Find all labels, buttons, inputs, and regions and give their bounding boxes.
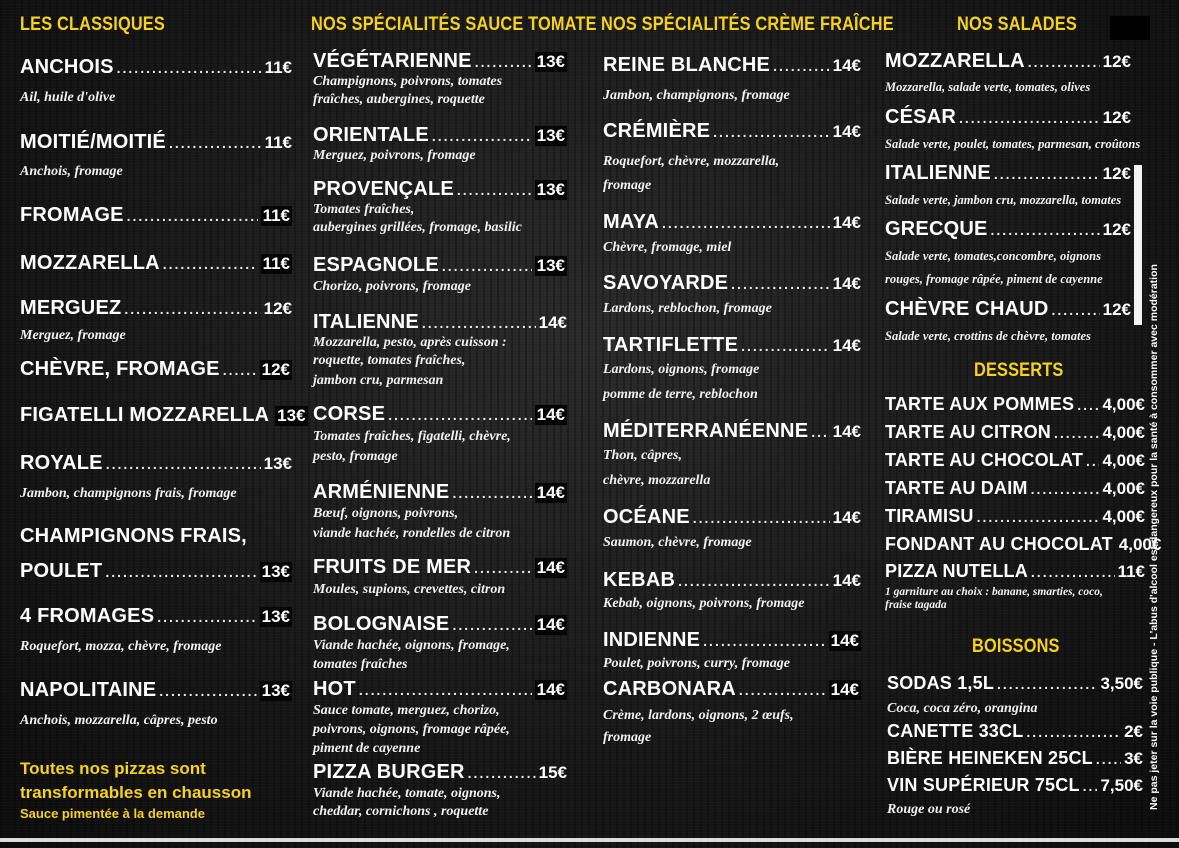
item-name: MÉDITERRANÉENNE	[603, 420, 809, 442]
menu-item	[603, 629, 861, 652]
dot-leader	[169, 135, 262, 151]
section-title-classiques: LES CLASSIQUES	[20, 14, 165, 35]
dot-leader	[474, 560, 531, 576]
item-price: 13€	[536, 256, 565, 275]
item-description: Chèvre, fromage, miel	[603, 240, 732, 255]
menu-item	[313, 254, 567, 277]
dot-leader	[1028, 54, 1100, 70]
dot-leader	[117, 60, 262, 76]
dot-leader	[432, 128, 532, 144]
menu-item	[20, 605, 292, 628]
menu-item	[313, 311, 567, 334]
item-name: CANETTE 33CL	[887, 721, 1024, 741]
item-name: ARMÉNIENNE	[313, 481, 450, 503]
dot-leader	[773, 58, 830, 74]
item-name: TARTE AUX POMMES	[885, 394, 1075, 414]
dot-leader	[1031, 481, 1100, 497]
menu-item	[20, 56, 292, 79]
item-description: Merguez, fromage	[20, 328, 126, 343]
item-price: 12€	[1102, 108, 1131, 127]
menu-item	[313, 556, 567, 579]
item-description: Bœuf, oignons, poivrons,	[313, 506, 459, 521]
menu-item	[20, 404, 306, 427]
item-price: 13€	[261, 681, 290, 700]
item-price: 4,00€	[1102, 395, 1145, 414]
dot-leader	[457, 182, 532, 198]
item-description: chèvre, mozzarella	[603, 473, 711, 488]
item-description: Thon, câpres,	[603, 448, 682, 463]
sauce-note: Sauce pimentée à la demande	[20, 806, 205, 821]
item-price: 12€	[1102, 52, 1131, 71]
item-description: Viande hachée, oignons, fromage,	[313, 638, 510, 653]
dot-leader	[468, 765, 536, 781]
item-price: 14€	[536, 405, 565, 424]
item-name: FRUITS DE MER	[313, 556, 472, 578]
section-title-salades: NOS SALADES	[957, 14, 1077, 35]
item-description: Chorizo, poivrons, fromage	[313, 279, 471, 294]
item-name: ITALIENNE	[313, 311, 419, 333]
menu-item	[20, 452, 292, 475]
edge-strip	[1134, 165, 1142, 325]
dot-leader	[106, 456, 261, 472]
item-description: Ail, huile d'olive	[20, 90, 116, 105]
menu-item	[20, 131, 292, 154]
item-description: Lardons, oignons, fromage	[603, 362, 760, 377]
item-price: 4,00€	[1102, 423, 1145, 442]
item-price: 11€	[262, 206, 290, 225]
dot-leader	[1026, 724, 1121, 740]
item-description: Mozzarella, salade verte, tomates, olives	[885, 80, 1091, 94]
dot-leader	[475, 54, 532, 70]
legal-notice: Ne pas jeter sur la voie publique - L'abus d'alcool est dangereux pour la santé à consommer avec modération	[1148, 264, 1160, 810]
dot-leader	[388, 407, 532, 423]
item-price: 14€	[832, 56, 861, 75]
dot-leader	[811, 424, 829, 440]
item-name: REINE BLANCHE	[603, 54, 771, 76]
chausson-note-line2: transformables en chausson	[20, 783, 252, 802]
menu-item	[20, 204, 292, 227]
item-description: Roquefort, chèvre, mozzarella,	[603, 154, 780, 169]
item-name: ITALIENNE	[885, 162, 991, 184]
bottom-divider	[0, 838, 1179, 842]
item-description: Jambon, champignons frais, fromage	[20, 486, 237, 501]
dot-leader	[977, 509, 1100, 525]
menu-item	[313, 403, 567, 426]
menu-item	[20, 297, 292, 320]
item-description: Rouge ou rosé	[887, 802, 971, 817]
item-price: 13€	[536, 180, 565, 199]
item-description: Tomates fraîches, figatelli, chèvre,	[313, 429, 511, 444]
dot-leader	[422, 315, 536, 331]
item-description: fraise tagada	[885, 599, 947, 611]
dot-leader	[997, 676, 1097, 692]
item-name: ANCHOIS	[20, 56, 114, 78]
item-name: CORSE	[313, 403, 386, 425]
item-price: 14€	[830, 680, 859, 699]
item-name: ROYALE	[20, 452, 103, 474]
menu-item	[20, 679, 292, 702]
item-description: Tomates fraîches,	[313, 202, 415, 217]
section-title-boissons: BOISSONS	[972, 636, 1060, 657]
menu-item	[603, 678, 861, 701]
dot-leader	[1031, 564, 1115, 580]
item-name: GRECQUE	[885, 218, 988, 240]
item-name: MOZZARELLA	[885, 50, 1025, 72]
dot-leader	[991, 222, 1100, 238]
redaction-block	[1110, 16, 1150, 40]
item-name: CRÉMIÈRE	[603, 120, 711, 142]
item-description: tomates fraîches	[313, 657, 408, 672]
item-name: CHAMPIGNONS FRAIS,	[20, 525, 247, 547]
item-price: 4,00€	[1118, 535, 1162, 554]
menu-item	[20, 560, 292, 583]
dot-leader	[1086, 453, 1099, 469]
dot-leader	[105, 564, 256, 580]
dot-leader	[157, 609, 256, 625]
dot-leader	[163, 256, 258, 272]
item-description: Sauce tomate, merguez, chorizo,	[313, 703, 500, 718]
item-description: Kebab, oignons, poivrons, fromage	[603, 596, 805, 611]
item-description: pesto, fromage	[313, 449, 398, 464]
section-title-creme: NOS SPÉCIALITÉS CRÈME FRAÎCHE	[601, 14, 894, 35]
item-description: Jambon, champignons, fromage	[603, 88, 790, 103]
item-name: TARTIFLETTE	[603, 334, 739, 356]
menu-item	[885, 162, 1131, 185]
item-price: 11€	[1117, 562, 1145, 581]
menu-item	[603, 334, 861, 357]
menu-item	[603, 120, 861, 143]
item-description: Saumon, chèvre, fromage	[603, 535, 752, 550]
menu-item	[603, 420, 861, 443]
item-name: BIÈRE HEINEKEN 25CL	[887, 748, 1093, 768]
item-name: CARBONARA	[603, 678, 736, 700]
item-price: 14€	[536, 558, 565, 577]
item-description: viande hachée, rondelles de citron	[313, 526, 511, 541]
dot-leader	[693, 510, 830, 526]
menu-item	[885, 534, 1162, 555]
item-description: fromage	[603, 730, 652, 745]
dot-leader	[678, 573, 830, 589]
item-price: 7,50€	[1100, 776, 1143, 795]
dot-leader	[741, 338, 829, 354]
item-description: poivrons, oignons, fromage râpée,	[313, 722, 510, 737]
menu-item	[885, 218, 1131, 241]
menu-item	[313, 124, 567, 147]
item-name: POULET	[20, 560, 103, 582]
item-price: 3,50€	[1100, 674, 1143, 693]
item-price: 11€	[264, 58, 292, 77]
menu-item	[313, 481, 567, 504]
item-description: pomme de terre, reblochon	[603, 387, 758, 402]
item-price: 14€	[832, 422, 861, 441]
section-title-desserts: DESSERTS	[974, 360, 1064, 381]
item-name: 4 FROMAGES	[20, 605, 155, 627]
item-description: Anchois, fromage	[20, 164, 123, 179]
item-price: 4,00€	[1102, 507, 1145, 526]
item-price: 4,00€	[1102, 479, 1145, 498]
item-description: fraîches, aubergines, roquette	[313, 92, 485, 107]
item-name: TARTE AU CHOCOLAT	[885, 450, 1084, 470]
chausson-note-line1: Toutes nos pizzas sont	[20, 759, 206, 778]
item-description: Viande hachée, tomate, oignons,	[313, 786, 501, 801]
dot-leader	[452, 617, 531, 633]
item-price: 13€	[263, 454, 292, 473]
item-description: piment de cayenne	[313, 741, 421, 756]
item-name: ORIENTALE	[313, 124, 429, 146]
item-description: jambon cru, parmesan	[313, 373, 444, 388]
item-description: Anchois, mozzarella, câpres, pesto	[20, 713, 218, 728]
menu-item	[885, 394, 1145, 415]
item-name: MAYA	[603, 211, 660, 233]
item-description: Salade verte, tomates,concombre, oignons	[885, 249, 1101, 263]
menu-item	[885, 561, 1145, 582]
item-name: CÉSAR	[885, 106, 957, 128]
item-description: cheddar, cornichons , roquette	[313, 804, 489, 819]
item-description: Merguez, poivrons, fromage	[313, 148, 476, 163]
item-name: MERGUEZ	[20, 297, 122, 319]
item-name: MOZZARELLA	[20, 252, 160, 274]
menu-item	[885, 478, 1145, 499]
menu-item	[887, 775, 1143, 796]
menu-item	[887, 748, 1143, 769]
dot-leader	[713, 124, 829, 140]
item-name: MOITIÉ/MOITIÉ	[20, 131, 166, 153]
item-price: 2€	[1124, 722, 1143, 741]
item-description: roquette, tomates fraîches,	[313, 353, 466, 368]
menu-item	[20, 252, 292, 275]
item-name: FROMAGE	[20, 204, 124, 226]
item-price: 12€	[1102, 164, 1131, 183]
item-price: 13€	[536, 52, 565, 71]
item-price: 13€	[261, 607, 290, 626]
item-name: NAPOLITAINE	[20, 679, 157, 701]
menu-item	[603, 272, 861, 295]
item-name: VIN SUPÉRIEUR 75CL	[887, 775, 1080, 795]
section-title-tomate: NOS SPÉCIALITÉS SAUCE TOMATE	[311, 14, 597, 35]
item-price: 14€	[832, 508, 861, 527]
item-price: 11€	[262, 254, 290, 273]
item-name: PIZZA BURGER	[313, 761, 465, 783]
dot-leader	[703, 633, 825, 649]
item-description: Salade verte, jambon cru, mozzarella, tomates	[885, 193, 1122, 207]
item-price: 13€	[277, 406, 306, 425]
item-description: Champignons, poivrons, tomates	[313, 74, 503, 89]
item-description: Lardons, reblochon, fromage	[603, 301, 772, 316]
dot-leader	[1054, 425, 1099, 441]
item-price: 13€	[261, 562, 290, 581]
dot-leader	[127, 208, 258, 224]
item-description: Moules, supions, crevettes, citron	[313, 582, 506, 597]
item-name: TARTE AU DAIM	[885, 478, 1028, 498]
dot-leader	[959, 110, 1100, 126]
item-name: SAVOYARDE	[603, 272, 729, 294]
item-description: fromage	[603, 178, 652, 193]
menu-item	[603, 54, 861, 77]
item-price: 14€	[832, 213, 861, 232]
menu-item	[887, 721, 1143, 742]
dot-leader	[739, 682, 826, 698]
item-description: rouges, fromage râpée, piment de cayenne	[885, 272, 1103, 286]
item-price: 14€	[832, 274, 861, 293]
item-name: PROVENÇALE	[313, 178, 454, 200]
item-price: 11€	[264, 133, 292, 152]
dot-leader	[452, 485, 531, 501]
item-price: 14€	[830, 631, 859, 650]
item-name: SODAS 1,5L	[887, 673, 995, 693]
menu-item	[313, 50, 567, 73]
item-price: 14€	[536, 680, 565, 699]
item-price: 4,00€	[1102, 451, 1145, 470]
menu-item	[313, 613, 567, 636]
item-price: 14€	[832, 336, 861, 355]
item-price: 12€	[261, 360, 290, 379]
item-name: VÉGÉTARIENNE	[313, 50, 472, 72]
item-description: aubergines grillées, fromage, basilic	[313, 220, 522, 235]
item-name: BOLOGNAISE	[313, 613, 450, 635]
menu-item	[603, 211, 861, 234]
item-name: OCÉANE	[603, 506, 690, 528]
item-price: 14€	[832, 122, 861, 141]
menu-item	[603, 569, 861, 592]
dot-leader	[159, 683, 256, 699]
item-name: ESPAGNOLE	[313, 254, 439, 276]
menu-item	[887, 673, 1143, 694]
menu-item	[885, 506, 1145, 527]
menu-item	[313, 678, 567, 701]
dot-leader	[1052, 302, 1100, 318]
item-description: Salade verte, crottins de chèvre, tomates	[885, 329, 1091, 343]
item-name: KEBAB	[603, 569, 676, 591]
item-price: 12€	[263, 299, 292, 318]
item-name: HOT	[313, 678, 356, 700]
item-name: INDIENNE	[603, 629, 701, 651]
item-description: Poulet, poivrons, curry, fromage	[603, 656, 790, 671]
dot-leader	[1096, 751, 1121, 767]
dot-leader	[731, 276, 829, 292]
item-description: Roquefort, mozza, chèvre, fromage	[20, 639, 222, 654]
item-name: CHÈVRE, FROMAGE	[20, 358, 220, 380]
item-price: 14€	[832, 571, 861, 590]
menu-item	[20, 358, 292, 381]
item-name: TIRAMISU	[885, 506, 974, 526]
menu-item	[885, 106, 1131, 129]
menu-item	[313, 178, 567, 201]
item-name: PIZZA NUTELLA	[885, 561, 1028, 581]
dot-leader	[662, 215, 830, 231]
item-price: 12€	[1102, 220, 1131, 239]
item-name: FONDANT AU CHOCOLAT	[885, 534, 1113, 554]
dot-leader	[1077, 397, 1099, 413]
menu-item	[603, 506, 861, 529]
item-price: 14€	[538, 313, 567, 332]
item-description: Salade verte, poulet, tomates, parmesan, croûtons	[885, 137, 1141, 151]
item-price: 12€	[1102, 300, 1131, 319]
menu-item	[885, 422, 1145, 443]
dot-leader	[124, 301, 260, 317]
menu-item	[885, 298, 1131, 321]
dot-leader	[442, 258, 532, 274]
item-name: FIGATELLI MOZZARELLA	[20, 404, 270, 426]
item-price: 14€	[536, 483, 565, 502]
item-price: 15€	[538, 763, 567, 782]
item-price: 3€	[1124, 749, 1143, 768]
item-description: 1 garniture au choix : banane, smarties, coco,	[885, 586, 1103, 598]
menu-item	[885, 450, 1145, 471]
menu-item	[885, 50, 1131, 73]
menu-item	[313, 761, 567, 784]
dot-leader	[994, 166, 1100, 182]
item-name: CHÈVRE CHAUD	[885, 298, 1049, 320]
item-description: Coca, coca zéro, orangina	[887, 701, 1038, 716]
item-description: Crème, lardons, oignons, 2 œufs,	[603, 708, 794, 723]
item-description: Mozzarella, pesto, après cuisson :	[313, 335, 507, 350]
item-price: 13€	[536, 126, 565, 145]
dot-leader	[1083, 778, 1098, 794]
item-price: 14€	[536, 615, 565, 634]
item-name: TARTE AU CITRON	[885, 422, 1051, 442]
dot-leader	[359, 682, 532, 698]
dot-leader	[223, 362, 257, 378]
